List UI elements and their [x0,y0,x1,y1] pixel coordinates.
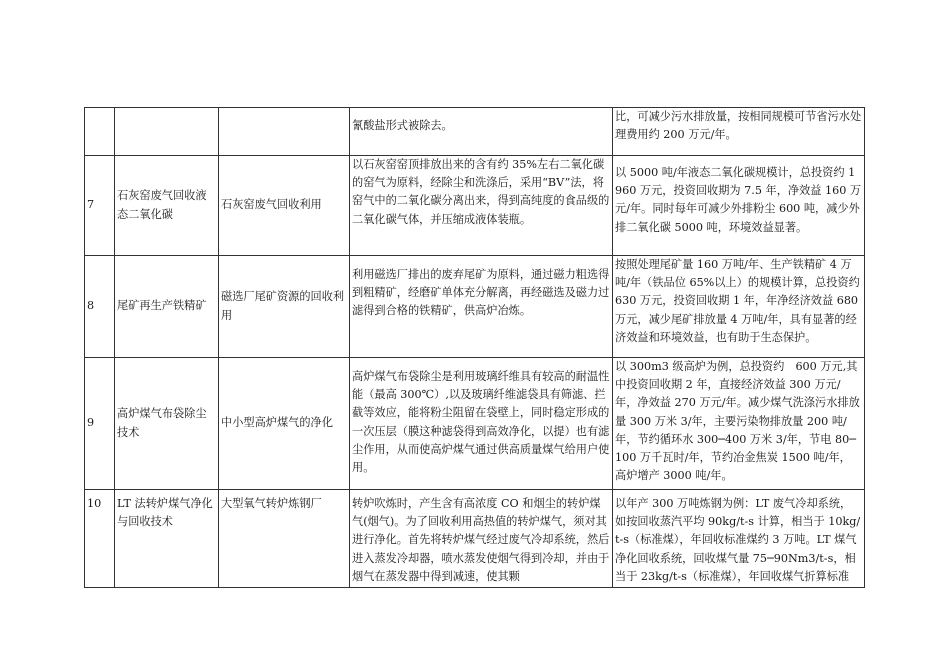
row-number: 7 [85,156,115,256]
application-scope: 大型氧气转炉炼钢厂 [219,490,350,588]
table-row [85,490,865,588]
table-row [85,256,865,358]
row-number: 8 [85,256,115,358]
technology-description: 转炉吹炼时，产生含有高浓度 CO 和烟尘的转炉煤气(烟气)。为了回收利用高热值的转炉煤气，须对其进行净化。首先将转炉煤气经过废气冷却系统，然后进入蒸发冷却器，喷水蒸发使烟气得到冷却，并由于烟气在蒸发器中得到减速，使其颗 [350,490,613,588]
benefit-description: 以年产 300 万吨炼钢为例：LT 废气冷却系统，如按回收蒸汽平均 90kg/t-s 计算，相当于 10kg/t-s（标准煤），年回收标准煤约 3 万吨。LT 煤气净化回收系统，回收煤气量 75─90Nm3/t-s，相当于 23kg/t-s（标准煤），年回收煤气折算标准 [613,490,865,588]
row-number: 10 [85,490,115,588]
table-row [85,108,865,156]
table-row [85,156,865,256]
table-row [85,358,865,490]
application-scope: 中小型高炉煤气的净化 [219,358,350,490]
technology-name: 石灰窑废气回收液态二氧化碳 [115,156,219,256]
application-scope [219,108,350,156]
technology-table [84,107,865,588]
benefit-description: 以 5000 吨/年液态二氧化碳规模计，总投资约 1960 万元，投资回收期为 7.5 年，净效益 160 万元/年。同时每年可减少外排粉尘 600 吨，减少外排二氧化碳 5000 吨，环境效益显著。 [613,156,865,256]
technology-description: 利用磁选厂排出的废弃尾矿为原料，通过磁力粗选得到粗精矿，经磨矿单体充分解离，再经磁选及磁力过滤得到合格的铁精矿，供高炉冶炼。 [350,256,613,358]
technology-name [115,108,219,156]
benefit-description: 以 300m3 级高炉为例，总投资约 600 万元,其中投资回收期 2 年，直接经济效益 300 万元/年，净效益 270 万元/年。减少煤气洗涤污水排放量 300 万米 3/年，主要污染物排放量 200 吨/年，节约循环水 300─400 万米 3/年，节电 80─100 万千瓦时/年，节约冶金焦炭 1500 吨/年，高炉增产 3000 吨/年。 [613,358,865,490]
row-number [85,108,115,156]
benefit-description: 比，可减少污水排放量，按相同规模可节省污水处理费用约 200 万元/年。 [613,108,865,156]
benefit-description: 按照处理尾矿量 160 万吨/年、生产铁精矿 4 万吨/年（铁品位 65%以上）的规模计算，总投资约 630 万元，投资回收期 1 年，年净经济效益 680 万元，减少尾矿排放量 4 万吨/年，具有显著的经济效益和环境效益，也有助于生态保护。 [613,256,865,358]
technology-name: 尾矿再生产铁精矿 [115,256,219,358]
technology-name: LT 法转炉煤气净化与回收技术 [115,490,219,588]
technology-name: 高炉煤气布袋除尘技术 [115,358,219,490]
technology-description: 氰酸盐形式被除去。 [350,108,613,156]
application-scope: 磁选厂尾矿资源的回收利用 [219,256,350,358]
technology-description: 高炉煤气布袋除尘是利用玻璃纤维具有较高的耐温性能（最高 300℃）,以及玻璃纤维滤袋具有筛滤、拦截等效应，能将粉尘阻留在袋壁上，同时稳定形成的一次压层（膜这种滤袋得到高效净化，以提）也有滤尘作用，从而使高炉煤气通过供高质量煤气给用户使用。 [350,358,613,490]
application-scope: 石灰窑废气回收利用 [219,156,350,256]
row-number: 9 [85,358,115,490]
technology-description: 以石灰窑窑顶排放出来的含有约 35%左右二氧化碳的窑气为原料，经除尘和洗涤后，采用“BV”法，将窑气中的二氧化碳分离出来，得到高纯度的食品级的二氧化碳气体，并压缩成液体装瓶。 [350,156,613,256]
